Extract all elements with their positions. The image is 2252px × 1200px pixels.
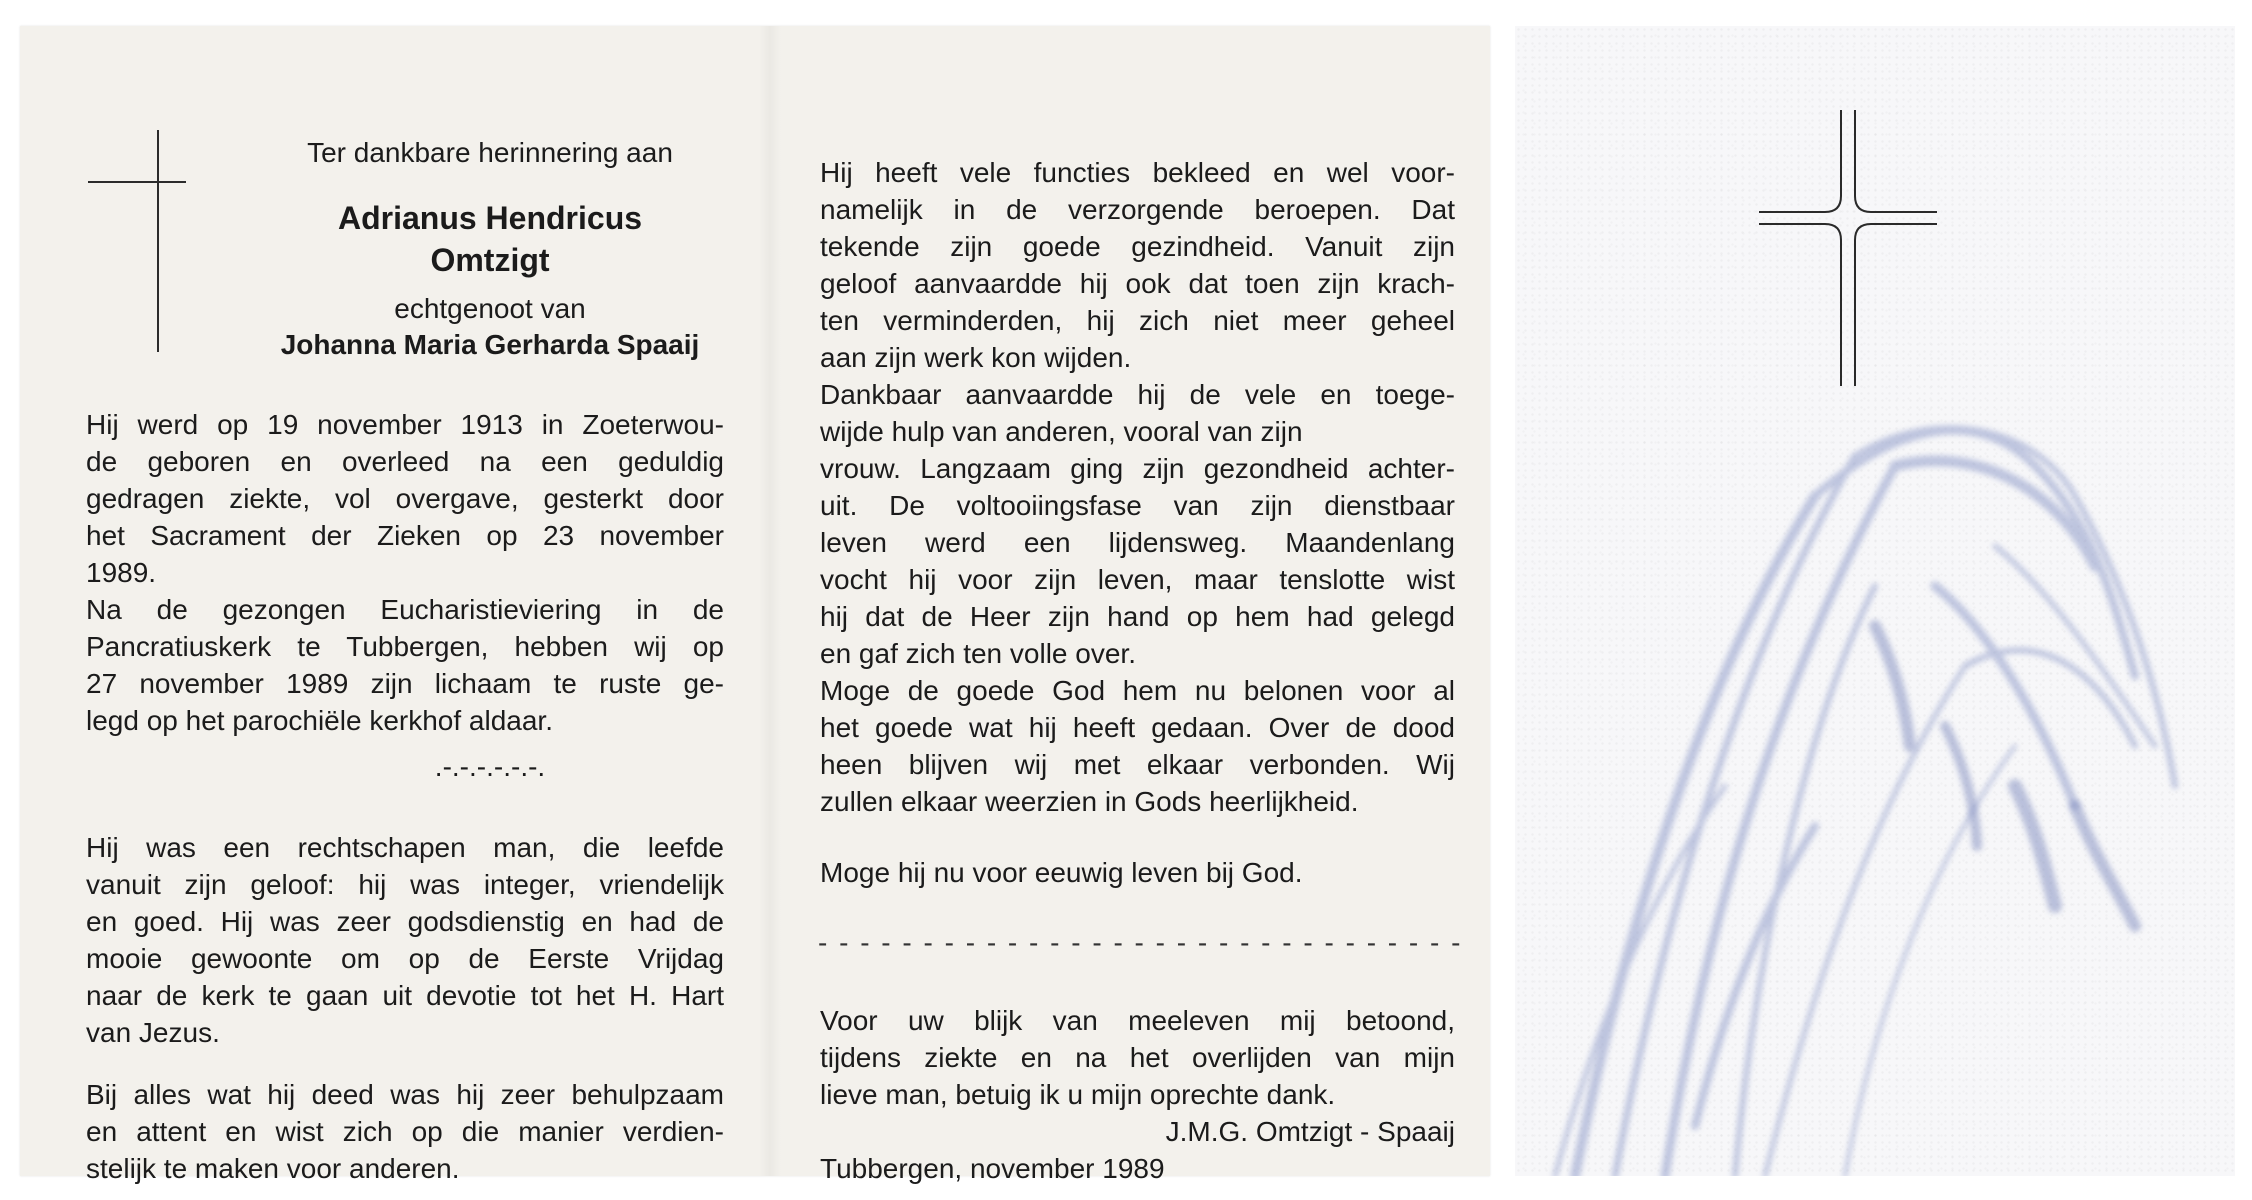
memorial-card-cover xyxy=(1515,26,2235,1176)
text-line: geloof aanvaardde hij ook dat toen zijn krach- xyxy=(820,268,1455,299)
text-line: hij dat de Heer zijn hand op hem had gelegd xyxy=(820,601,1455,632)
text-line: aan zijn werk kon wijden. xyxy=(820,342,1132,373)
text-line: naar de kerk te gaan uit devotie tot het H. Hart xyxy=(86,980,724,1011)
spouse-name: Johanna Maria Gerharda Spaaij xyxy=(280,329,700,360)
text-line: ten verminderden, hij zich niet meer geheel xyxy=(820,305,1455,336)
text-line: Na de gezongen Eucharistieviering in de xyxy=(86,594,724,625)
text-line: lieve man, betuig ik u mijn oprechte dank. xyxy=(820,1079,1336,1110)
text-line: zullen elkaar weerzien in Gods heerlijkheid. xyxy=(820,786,1359,817)
text-line: het goede wat hij heeft gedaan. Over de dood xyxy=(820,712,1455,743)
cross-icon xyxy=(88,130,188,356)
text-line: de geboren en overleed na een geduldig xyxy=(86,446,724,477)
text-line: Dankbaar aanvaardde hij de vele en toege- xyxy=(820,379,1455,410)
dash-separator: - - - - - - - - - - - - - - - - - - - - - - - - - - - - - - - xyxy=(818,927,1463,958)
text-line: leven werd een lijdensweg. Maandenlang xyxy=(820,527,1455,558)
separator: .-.-.-.-.-.-. xyxy=(434,751,546,782)
text-line: uit. De voltooiingsfase van zijn dienstbaar xyxy=(820,490,1455,521)
text-line: legd op het parochiële kerkhof aldaar. xyxy=(86,705,553,736)
text-line: en gaf zich ten volle over. xyxy=(820,638,1136,669)
text-line: vanuit zijn geloof: hij was integer, vriendelijk xyxy=(86,869,724,900)
deceased-name-line1: Adrianus Hendricus xyxy=(337,200,643,236)
prayer: Moge hij nu voor eeuwig leven bij God. xyxy=(820,857,1303,888)
text-line: het Sacrament der Zieken op 23 november xyxy=(86,520,724,551)
double-cross-icon xyxy=(1759,110,1939,386)
heading: Ter dankbare herinnering aan xyxy=(307,137,673,168)
spouse-intro: echtgenoot van xyxy=(394,293,586,324)
text-line: Moge de goede God hem nu belonen voor al xyxy=(820,675,1455,706)
place-date: Tubbergen, november 1989 xyxy=(820,1153,1165,1184)
text-line: Pancratiuskerk te Tubbergen, hebben wij op xyxy=(86,631,724,662)
text-line: mooie gewoonte om op de Eerste Vrijdag xyxy=(86,943,724,974)
text-line: wijde hulp van anderen, vooral van zijn xyxy=(820,416,1303,447)
text-line: heen blijven wij met elkaar verbonden. Wij xyxy=(820,749,1455,780)
text-line: Hij heeft vele functies bekleed en wel voor- xyxy=(820,157,1455,188)
text-line: en goed. Hij was zeer godsdienstig en had de xyxy=(86,906,724,937)
text-line: Hij was een rechtschapen man, die leefde xyxy=(86,832,724,863)
signature: J.M.G. Omtzigt - Spaaij xyxy=(1165,1116,1455,1147)
text-line: Bij alles wat hij deed was hij zeer behulpzaam xyxy=(86,1079,724,1110)
text-line: vocht hij voor zijn leven, maar tenslotte wist xyxy=(820,564,1455,595)
text-line: gedragen ziekte, vol overgave, gesterkt door xyxy=(86,483,724,514)
deceased-name-line2: Omtzigt xyxy=(430,242,550,278)
card-fold xyxy=(759,26,781,1176)
text-line: stelijk te maken voor anderen. xyxy=(86,1153,460,1184)
text-line: tijdens ziekte en na het overlijden van mijn xyxy=(820,1042,1455,1073)
text-line: 1989. xyxy=(86,557,157,588)
text-line: Voor uw blijk van meeleven mij betoond, xyxy=(820,1005,1455,1036)
text-line: vrouw. Langzaam ging zijn gezondheid achter- xyxy=(820,453,1455,484)
memorial-card-inside xyxy=(20,26,1490,1184)
text-line: tekende zijn goede gezindheid. Vanuit zijn xyxy=(820,231,1455,262)
text-line: van Jezus. xyxy=(86,1017,220,1048)
text-line: Hij werd op 19 november 1913 in Zoeterwou- xyxy=(86,409,724,440)
text-line: en attent en wist zich op die manier verdien- xyxy=(86,1116,724,1147)
text-line: 27 november 1989 zijn lichaam te ruste ge- xyxy=(86,668,724,699)
text-line: namelijk in de verzorgende beroepen. Dat xyxy=(820,194,1455,225)
